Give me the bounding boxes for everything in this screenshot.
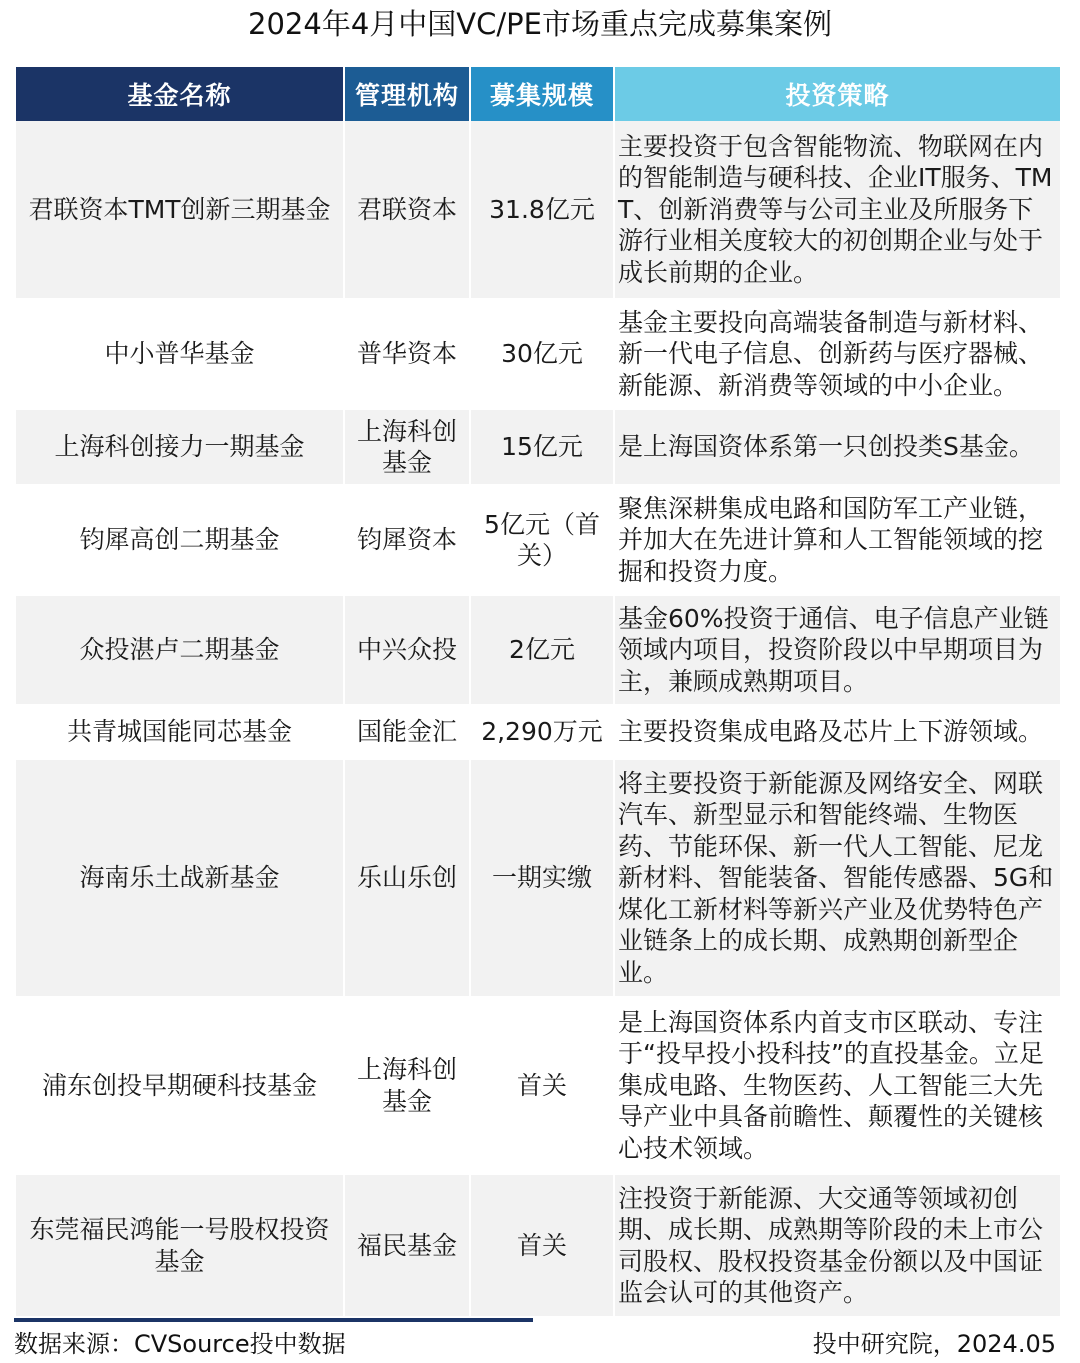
fund-name-cell: 东莞福民鸿能一号股权投资基金 xyxy=(16,1175,343,1318)
scale-cell: 31.8亿元 xyxy=(471,121,613,300)
fund-name-cell: 共青城国能同芯基金 xyxy=(16,706,343,760)
manager-cell: 中兴众投 xyxy=(345,596,469,706)
fund-name-cell: 海南乐土战新基金 xyxy=(16,760,343,998)
data-source: 数据来源：CVSource投中数据 xyxy=(14,1330,346,1358)
table-row xyxy=(16,760,1060,998)
header-fund-name: 基金名称 xyxy=(16,67,343,121)
strategy-cell: 基金60%投资于通信、电子信息产业链领域内项目，投资阶段以中早期项目为主，兼顾成熟期项目。 xyxy=(615,596,1060,706)
header-scale: 募集规模 xyxy=(471,67,613,121)
table-row xyxy=(16,706,1060,760)
scale-cell: 首关 xyxy=(471,1175,613,1318)
footer-divider xyxy=(14,1318,533,1322)
publisher-credit: 投中研究院，2024.05 xyxy=(812,1330,1056,1358)
header-strategy: 投资策略 xyxy=(615,67,1060,121)
scale-cell: 15亿元 xyxy=(471,410,613,486)
scale-cell: 2,290万元 xyxy=(471,706,613,760)
manager-cell: 君联资本 xyxy=(345,121,469,300)
table-row xyxy=(16,998,1060,1175)
strategy-cell: 主要投资于包含智能物流、物联网在内的智能制造与硬科技、企业IT服务、TMT、创新消费等与公司主业及所服务下游行业相关度较大的初创期企业与处于成长前期的企业。 xyxy=(615,121,1060,300)
fund-name-cell: 中小普华基金 xyxy=(16,300,343,410)
manager-cell: 钧犀资本 xyxy=(345,486,469,596)
scale-cell: 5亿元（首关） xyxy=(471,486,613,596)
table-row xyxy=(16,1175,1060,1318)
fund-table xyxy=(14,67,1062,1318)
fund-name-cell: 众投湛卢二期基金 xyxy=(16,596,343,706)
scale-cell: 一期实缴 xyxy=(471,760,613,998)
strategy-cell: 将主要投资于新能源及网络安全、网联汽车、新型显示和智能终端、生物医药、节能环保、新一代人工智能、尼龙新材料、智能装备、智能传感器、5G和煤化工新材料等新兴产业及优势特色产业链条上的成长期、成熟期创新型企业。 xyxy=(615,760,1060,998)
strategy-cell: 是上海国资体系内首支市区联动、专注于“投早投小投科技”的直投基金。立足集成电路、生物医药、人工智能三大先导产业中具备前瞻性、颠覆性的关键核心技术领域。 xyxy=(615,998,1060,1175)
table-row xyxy=(16,410,1060,486)
table-row xyxy=(16,596,1060,706)
table-header-row xyxy=(16,67,1060,121)
fund-name-cell: 上海科创接力一期基金 xyxy=(16,410,343,486)
page-title: 2024年4月中国VC/PE市场重点完成募集案例 xyxy=(248,7,832,41)
table-row xyxy=(16,121,1060,300)
scale-cell: 2亿元 xyxy=(471,596,613,706)
strategy-cell: 是上海国资体系第一只创投类S基金。 xyxy=(615,410,1060,486)
table-row xyxy=(16,486,1060,596)
strategy-cell: 主要投资集成电路及芯片上下游领域。 xyxy=(615,706,1060,760)
manager-cell: 上海科创基金 xyxy=(345,410,469,486)
scale-cell: 30亿元 xyxy=(471,300,613,410)
manager-cell: 乐山乐创 xyxy=(345,760,469,998)
header-manager: 管理机构 xyxy=(345,67,469,121)
manager-cell: 福民基金 xyxy=(345,1175,469,1318)
manager-cell: 国能金汇 xyxy=(345,706,469,760)
strategy-cell: 注投资于新能源、大交通等领域初创期、成长期、成熟期等阶段的未上市公司股权、股权投资基金份额以及中国证监会认可的其他资产。 xyxy=(615,1175,1060,1318)
fund-name-cell: 钧犀高创二期基金 xyxy=(16,486,343,596)
strategy-cell: 聚焦深耕集成电路和国防军工产业链，并加大在先进计算和人工智能领域的挖掘和投资力度。 xyxy=(615,486,1060,596)
manager-cell: 上海科创基金 xyxy=(345,998,469,1175)
strategy-cell: 基金主要投向高端装备制造与新材料、新一代电子信息、创新药与医疗器械、新能源、新消费等领域的中小企业。 xyxy=(615,300,1060,410)
scale-cell: 首关 xyxy=(471,998,613,1175)
table-row xyxy=(16,300,1060,410)
manager-cell: 普华资本 xyxy=(345,300,469,410)
fund-name-cell: 浦东创投早期硬科技基金 xyxy=(16,998,343,1175)
fund-name-cell: 君联资本TMT创新三期基金 xyxy=(16,121,343,300)
